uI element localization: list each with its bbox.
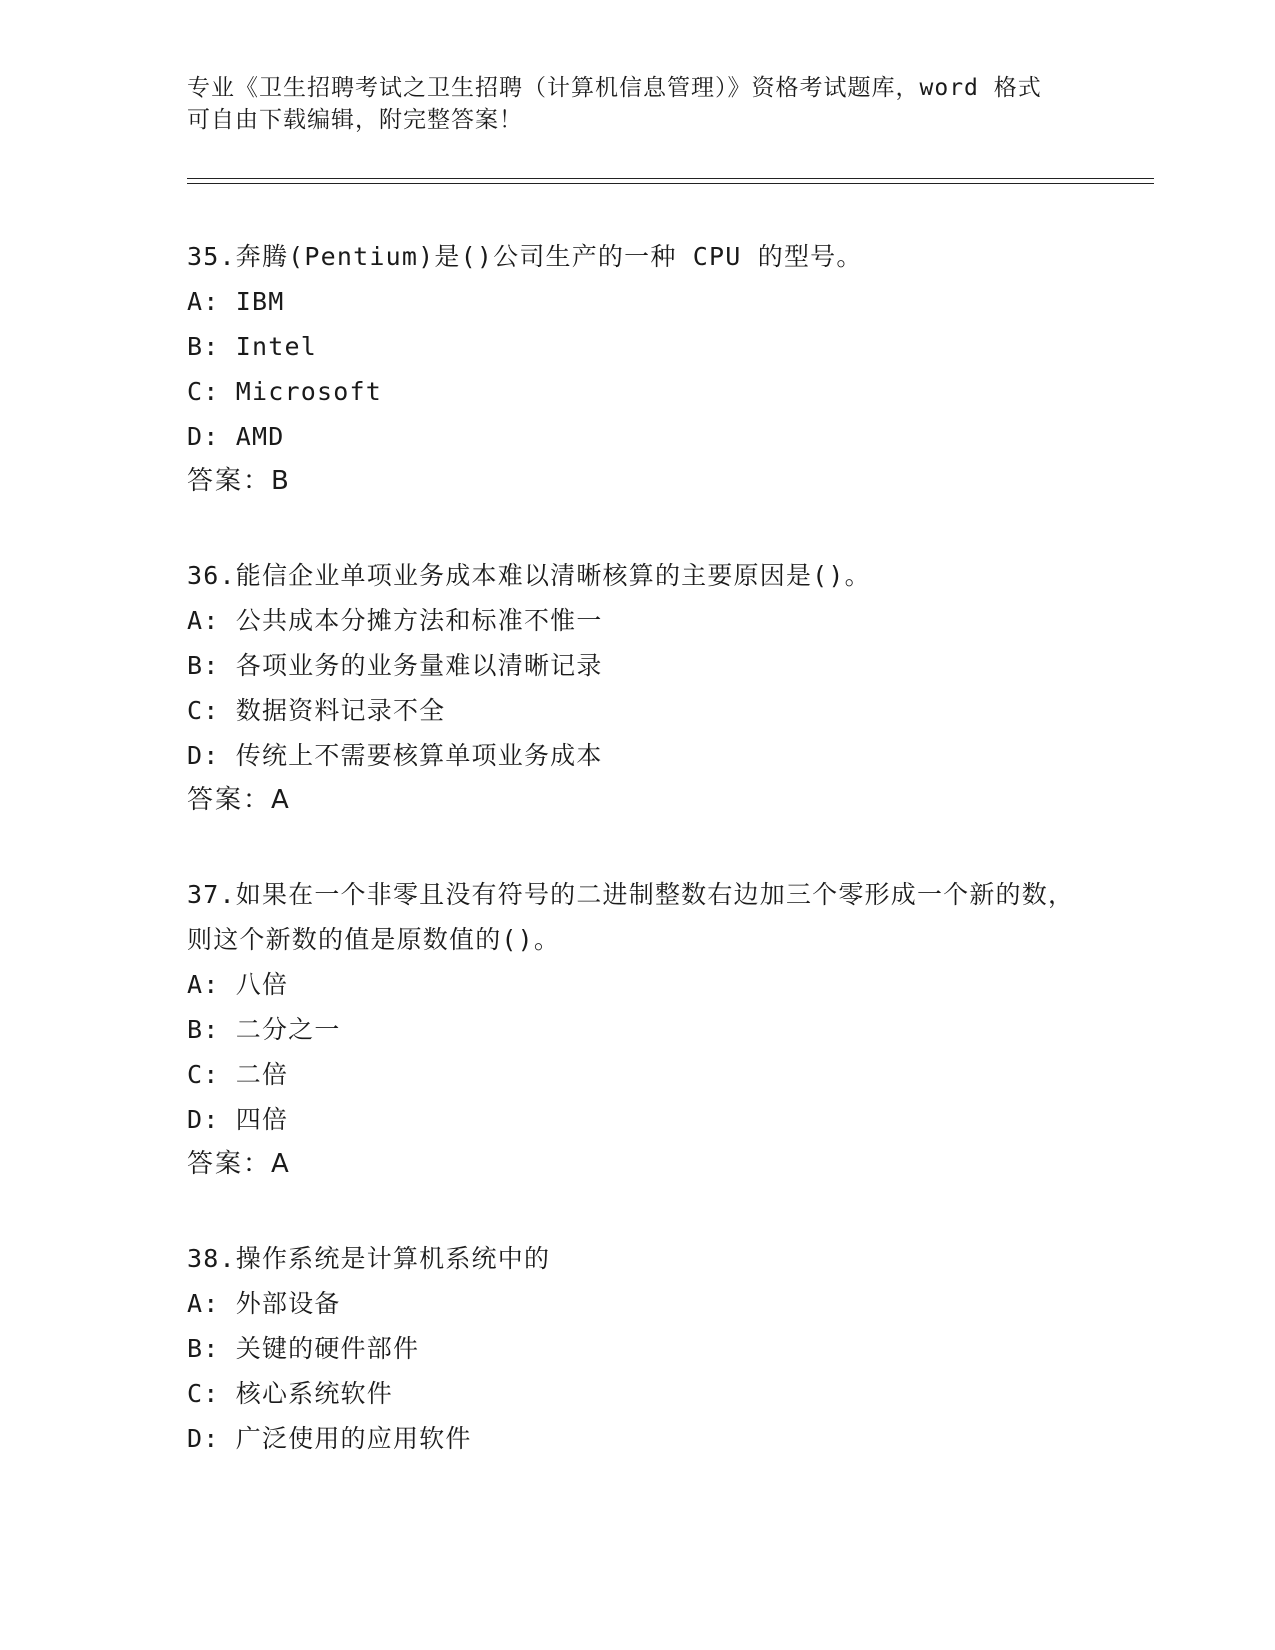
- header-divider-top: [187, 178, 1154, 179]
- option-b: B: 各项业务的业务量难以清晰记录: [187, 651, 603, 680]
- option-a: A: 外部设备: [187, 1289, 341, 1318]
- option-d: D: 传统上不需要核算单项业务成本: [187, 741, 603, 770]
- question-37: [187, 872, 1087, 1187]
- option-d: D: AMD: [187, 422, 285, 451]
- question-36: [187, 553, 1087, 823]
- question-stem: 38.操作系统是计算机系统中的: [187, 1244, 551, 1273]
- question-stem: 35.奔腾(Pentium)是()公司生产的一种 CPU 的型号。: [187, 242, 863, 271]
- option-b: B: Intel: [187, 332, 318, 361]
- option-c: C: 核心系统软件: [187, 1379, 393, 1408]
- option-b: B: 二分之一: [187, 1015, 341, 1044]
- header-line-2: 可自由下载编辑，附完整答案！: [187, 107, 523, 133]
- option-d: D: 广泛使用的应用软件: [187, 1424, 472, 1453]
- option-c: C: 二倍: [187, 1060, 289, 1089]
- answer: 答案：B: [187, 466, 291, 496]
- option-b: B: 关键的硬件部件: [187, 1334, 420, 1363]
- question-stem: 37.如果在一个非零且没有符号的二进制整数右边加三个零形成一个新的数，则这个新数的值是原数值的()。: [187, 880, 1075, 954]
- answer: 答案：A: [187, 785, 291, 815]
- option-d: D: 四倍: [187, 1105, 289, 1134]
- option-a: A: IBM: [187, 287, 285, 316]
- question-stem: 36.能信企业单项业务成本难以清晰核算的主要原因是()。: [187, 561, 871, 590]
- question-35: [187, 234, 1087, 504]
- answer: 答案：A: [187, 1149, 291, 1179]
- question-38: [187, 1236, 1087, 1461]
- header-line-1: 专业《卫生招聘考试之卫生招聘（计算机信息管理）》资格考试题库，word 格式: [187, 75, 1042, 101]
- document-header: [187, 72, 1087, 136]
- option-c: C: 数据资料记录不全: [187, 696, 446, 725]
- option-a: A: 八倍: [187, 970, 289, 999]
- header-divider-bottom: [187, 183, 1154, 184]
- option-c: C: Microsoft: [187, 377, 383, 406]
- option-a: A: 公共成本分摊方法和标准不惟一: [187, 606, 603, 635]
